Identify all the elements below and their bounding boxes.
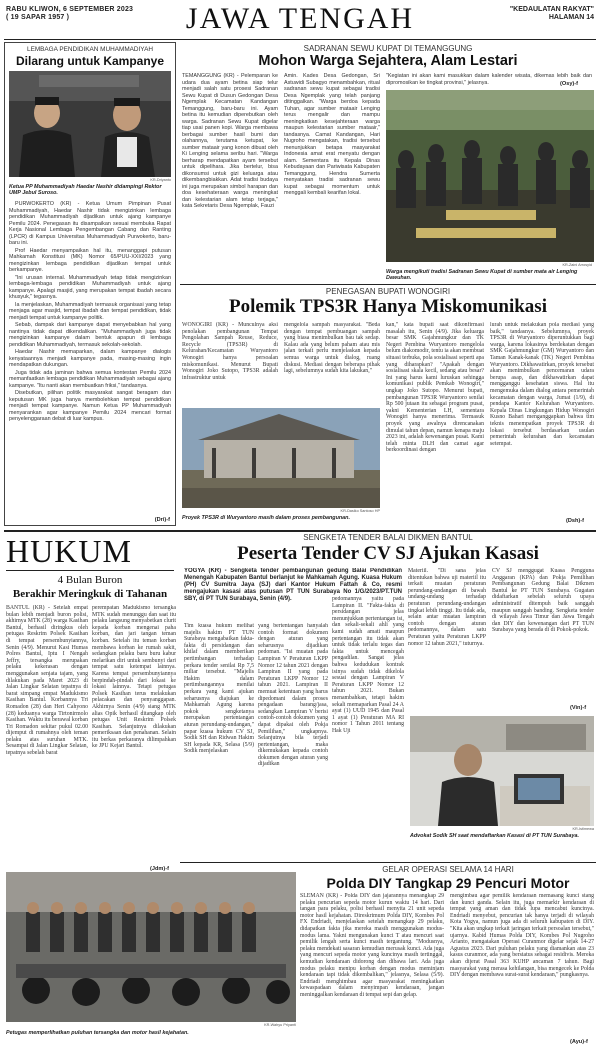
wonogiri-body-col1: WONOGIRI (KR) - Munculnya aksi penolakan pembangunan Tempat Pengolahan Sampah Reuse, Reduce, Recycle (TPS3R) di Kelurahan/Kecamatan Wuryantoro Wonogiri hanya persoalan miskomunikasi. Menurut Bupati Wonogiri Joko Sutopo, TPS3R adalah infrastruktur untuk [182,322,278,381]
muhammadiyah-body [9,201,171,517]
wonogiri-kicker: PENEGASAN BUPATI WONOGIRI [325,287,451,296]
polda-signoff: (Ayu)-f [570,1039,588,1045]
sadranan-caption: Warga mengikuti tradisi Sadranan Sewu Kupat di sumber mata air Lenging Dawuhan. [386,269,578,282]
tender-headline: Peserta Tender CV SJ Ajukan Kasasi [237,543,539,564]
polda-photo-credit: KR-Wahyu Priyanti [264,1023,296,1027]
tender-photo-credit: KR-Istimewa [572,827,594,831]
buron-headline-2: Berakhir Meringkuk di Tahanan [12,588,168,600]
polda-photo-art [6,872,296,1022]
muhammadiyah-paragraph: Juga tidak ada jaminan bahwa semua kontestan Pemilu 2024 memanfaatkan lembaga pendidikan Muhammadiyah sebagai ajang kampanye. "Itu nanti akan membuatkan friksi," tandasnya. [9,369,171,389]
sadranan-body-col2: Amin. Kades Desa Gedongan, Sri Astuwidi Subagyo menambahkan, ritual sadranan sewu kupat sebagai tradisi Desa Ngemplak yang telah panjang ditinggalkan. "Warga berdoa kepada Tuhan, agar sumber mataair Lenging terus mengalir dan mampu meningkatkan kesejahteraan warga maupun kelestarian sumber mataair," tandasnya. Camat Kandangan, Hari Nugroho mengatakan, tradisi tersebut menunjukkan betapa masyarakat Indonesia amat erat menyatu dengan alam. Sementara itu Kepala Dinas Kebudayaan dan Pariwisata Kabupaten Temanggung, Hendra Sumerta menyatakan tradisi sadranan sewu kupat sebagai momentum untuk menggali kembali kearifan lokal. [284,73,380,196]
masthead-paper-name: "KEDAULATAN RAKYAT" [509,6,594,13]
muhammadiyah-kicker: LEMBAGA PENDIDIKAN MUHAMMADIYAH [27,46,153,53]
tender-kicker: SENGKETA TENDER BALAI DIKMEN BANTUL [303,533,473,542]
muhammadiyah-paragraph: Sebab, dampak dari kampanye dapat menyebabkan hal yang nantinya tidak dapat dikendalikan. "Muhammadiyah juga tidak mengizinkan kampanye dalam bentuk apapun di lembaga pendidikan Muhammadiyah, termasuk sekolah-sekolah. [9,322,171,348]
sadranan-body-col1: TEMANGGUNG (KR) - Pelemparan ke udara dua ayam betina siap telur menjadi salah satu prosesi Sadranan Sewu Kupat di Dusun Gedongan Desa Ngemplak Kecamatan Kandangan Temanggung, baru-baru ini. Ayam betina itu kemudian diperebutkan oleh warga. Sadranan Sewu Kupat digelar tiap usai panen kopi. Warga membawa berbagai sumber hasil bumi dan olahannya, terutama ketupat, ke sumber mataair yang konon dibuat oleh Ki Lenging selama seribu hari. "Warga berharap mendapatkan ayam tersebut untuk dipelihara. Jika bertelur, bisa dikonsumsi untuk gizi keluarga atau dikembangbiakkan. Adat tradisi budaya ini juga merupakan simbol harapan dan doa kesehateraan warga meningkat dan kelestarian alam tetap terjaga," kata Sekretaris Desa Ngemplak, Fauzi [182,73,278,209]
buron-body-col1: BANTUL (KR) - Setelah empat bulan lebih menjadi buron polisi, akhirnya MTK (28) warga Kasihan Bantul, berhasil diringkus oleh petugas Reskrim Polsek Kasihan di tempat persembunyiannya, Senin (4/9). Menurut Kasi Humas Polres Bantul, Iptu I Nengah Jeffry, tersangka merupakan pelaku kekerasan dengan menggunakan senjata tajam, yang dilakukan pada Maret 2023 di Jalan Lingkar Selatan tepatnya di barat simpang empat Madukismo Kasihan Bantul. Korbannya Tri Romadon (28) dan Heri Cahyono (28) keduanya warga Tirtonirmolo Kasihan. Waktu itu berawal korban Tri Romadon sekitar pukul 02.00 dijemput di rumahnya oleh teman pelaku atas suruhan MTK. Sesampai di Jalan Lingkar Selatan, tepatnya sebelah barat [6,605,88,757]
wonogiri-signoff: (Dsh)-f [566,518,585,524]
buron-body-col2: perempatan Madukismo tersangka MTK sudah menunggu dan saat itu pelaku langsung menyabetkan clurit kepada korban mengenai paha korban, dan jari tangan teman korban. Setelah itu teman korban membawa korban ke rumah sakit, sedangkan pelaku baru buru kabur melarikan diri untuk sembunyi dari tempat satu ketempat lainnya. Karena tempat persembunyiannya berpindah-pindah dari lokasi ke lokasi lainnya. Tetapi petugas Polsek Kasihan terus melakukan pelacakan dan penyanggapan. Akhirnya Senin (4/9) siang MTK alias Opik berhasil ditangkap oleh petugas Unit Reskrim Polsek Kasihan. Selanjutnya dilakukan pemeriksaan dan penahanan. Selain itu berkas perkaranya dilimpahkan ke JPU Kejari Bantul. [92,605,176,750]
buron-headline-1: 4 Bulan Buron [57,574,123,586]
wonogiri-caption: Proyek TPS3R di Wuryantoro masih dalam proses pembangunan. [182,515,350,521]
tender-photo-art [410,716,594,826]
masthead-paper [460,6,594,21]
masthead-page-number: HALAMAN 14 [548,14,594,21]
muhammadiyah-article [4,42,176,526]
polda-body-col2: mengimbau agar pemilik kendaraan memasang kunci stang dan kunci ganda. Selain itu, juga memarkir kendaraan di tempat yang aman dan tidak lupa mencabut kuncinya. Endriadi menyebut, pencurian tak hanya terjadi di wilayah Kota Yogya, namun juga ada di seluruh kabupaten di DIY. "Kita akan ungkap terkait jaringan terkait persoalan tersebut," ujarnya. Kabid Humas Polda DIY, Kombes Pol Nugroho Arianto, mengatakan Operasi Curanmor digelar sejak 14-27 Agustus 2023. Dari puluhan pelaku yang diamankan atas 23 kasus curanmor, ada yang berstatus sebagai residivis. Mereka akan dijerat Pasal 363 KUHP ancaman 7 tahun. Bagi masyarakat yang merasa kehilangan, bisa mengecek ke Polda DIY dengan membawa surat-surat kendaraan," pungkasnya. [450,893,594,979]
wonogiri-photo-credit: KR-Dasiko Santoso HP [340,509,380,513]
wonogiri-headline: Polemik TPS3R Hanya Miskomunikasi [229,296,547,317]
muhammadiyah-paragraph: Prof Haedar menyampaikan hal itu, menanggapi putusan Mahkamah Konstitusi (MK) Nomor 65/PUU-XXI/2023 yang mengizinkan lembaga pendidikan dijadikan tempat untuk berkampanye. [9,247,171,273]
tender-rule [180,862,596,863]
hukum-section-rule [6,570,174,571]
wonogiri-body-col2: mengelola sampah masyarakat. "Beda dengan tempat pembuangan sampah yang biasa menimbulkan bau tak sedap. Kalau ada yang belum paham atau mis jalan terkait perlu menjelaskan kepada semua warga untuk dialog, ruang diskusi. Mediasi dengan beberapa pihak lagi, sebelumnya sudah kita lakukan," [284,322,380,375]
tender-body-col5: CV SJ menggugat Kuasa Pengguna Anggaran (KPA) dan Pokja Pemilihan Pembangunan Gedung Balai Dikmen Bantul ke PT TUN Surabaya. Gugatan didaftarkan sebelah seluruh upaya administratif ditempuh baik sanggah maupun sanggah banding. Sengketa tender di wilayah Jawa Timur dan Jawa Tengah dan DIY dan kewenangan dari PT TUN Surabaya yang berada di di Pokok-pokok. [492,568,594,634]
tender-body-col3: pedomannya yaitu pada Lampiran II. "Fakta-fakta di persidangan jelas menunjukkan pertentangan isi, dan sekali-sekali ahli yang kami sudah amati maupun pertentangan itu tidak akan untuk tidak terlalu tegas dan fakta untuk mencegah pengadilan. Sangat jelas bahwa kedudukan kontrak isinya sudah tidak dikelola sesuai dengan Lampiran V Peraturan LKPP Nomor 12 tahun 2021. Bukan menambahkan, tetapi hakim sekali memaparkan Pasal 24 A ayat (1) UUD 1945 dan Pasal 1 ayat (1) Peraturan MA RI nomor 1 Tahun 2011 tentang Hak Uji [332,596,404,734]
muhammadiyah-paragraph: PURWOKERTO (KR) - Ketua Umum Pimpinan Pusat Muhammadiyah, Haedar Nashir tidak mengizinkan lembaga pendidikan Muhammadiyah dijadikan untuk ajang kampanye Pemilu 2024. Penegasan itu disampaikan sesuai membuka Rapat Kerja Nasional Lembaga Pengembangan Cabang dan Ranting (LPCR) di Kampus Universitas Muhammadiyah Purwokerto, baru-baru ini. [9,201,171,246]
wonogiri-photo [182,408,380,508]
hukum-section-title: HUKUM [6,533,132,569]
muhammadiyah-photo-art [9,71,171,177]
wonogiri-photo-art [182,408,380,508]
muhammadiyah-paragraph: "Ini urusan internal. Muhammadiyah tetap tidak mengizinkan lembaga-lembaga pendidikan Muhammadiyah untuk ajang kampanye. Apalagi masjid, yang merupakan tempat ibadah secara khusyuk," tegasnya. [9,274,171,300]
sadranan-photo [386,90,594,262]
tender-lead: YOGYA (KR) - Sengketa tender pembangunan gedung Balai Pendidikan Menengah Kabupaten Bantul berlanjut ke Mahkamah Agung. Kuasa Hukum (PH) CV Sumitra Jaya (SJ) dari Kantor Hukum Fattah & Co, resmi mengajukan kasasi atas putusan PT TUN Surabaya No 1/G/2023/PT.TUN SBY, di PT TUN Surabaya, Senin (4/9). [184,568,402,602]
masthead-hijri-line: ( 19 SAPAR 1957 ) [6,14,70,21]
polda-kicker: GELAR OPERASI SELAMA 14 HARI [382,865,514,874]
tender-body-col2: yang bertentangan hanyalah contoh format dokumen dengan aturan yang seharusnya dijadikan pedoman. "Isi muatan pada Lampiran V Peraturan LKPP Nomor 12 tahun 2021 dengan Lampiran II yang pada Peraturan LKPP Nomor 12 tahun 2021. Lampiran II memuat ketentuan yang harus dipedomani dalam proses pengadaan barang/jasa, sedangkan Lampiran V berisi contoh-contoh dokumen yang dapat dipakai oleh Pokja Pemilihan," ungkapnya. Selanjutnya bila terjadi pertentangan, maka dikemukakan kepada contoh dokumen dengan aturan yang dijadikan [258,623,328,768]
tender-body-col1: Tim kuasa hukum melihat majelis hakim PT TUN Surabaya mengabaikan fakta-fakta di persidangan dan khilaf dalam memberikan pertimbangan terhadap perkara tender senilai Rp 7,5 miliar tersebut. "Majelis Hakim dalam pertimbangannya menilai perkara yang kami ajukan seharusnya diajukan ke Mahkamah Agung karena pokok sengketanya merupakan pertentangan aturan perundang-undangan," papar kuasa hukum CV SJ, Sodik SH dan Ridwan Hakim SH kepada KR, Selasa (5/9) Sodik menjelaskan [184,623,254,755]
muhammadiyah-photo [9,71,171,177]
polda-caption: Petugas memperlihatkan puluhan tersangka dan motor hasil kejahatan. [6,1030,189,1036]
sadranan-photo-art [386,90,594,262]
muhammadiyah-caption: Ketua PP Muhammadiyah Haedar Nashir didampingi Rektor UMP Jebul Suroso. [9,184,162,197]
sadranan-photo-credit: KR-Zaini Arrosyid [562,263,592,267]
masthead-date [6,6,156,21]
muhammadiyah-paragraph: Disebutkan, pilihan politik masyarakat sangat beragam dan keputusan MK juga hanya membolehkan tempat pendidikan menjadi tempat kampanye. Namun Ketua PP Muhammadiyah menyarankan agar kampanye Pemilu 2024 mencari format penyelenggaraan debat di luar kampus. [9,390,171,422]
tender-signoff: (Vin)-f [570,705,587,711]
masthead-rule [4,39,596,40]
sadranan-headline: Mohon Warga Sejahtera, Alam Lestari [258,53,518,69]
tender-caption: Advokat Sodik SH saat mendaftarkan Kasasi di PT TUN Surabaya. [410,833,579,839]
masthead-date-line: RABU KLIWON, 6 SEPTEMBER 2023 [6,6,134,13]
muhammadiyah-headline: Dilarang untuk Kampanye [15,54,165,68]
polda-headline: Polda DIY Tangkap 29 Pencuri Motor [326,875,570,891]
muhammadiyah-paragraph: Haedar Nashir memaparkan, dalam kampanye dialogis kenyataannya menjadi kampanye pada, masing-masing ingin mendapatkan dukungan. [9,349,171,368]
sadranan-signoff: (Osy)-f [560,81,579,87]
wonogiri-body-col3: kan," kata bupati saat dikonfirmasi masalah itu, Senin (4/9). Jika keluarga besar SMK Gajahmungkur dan TK Negeri Pembina Wuryantoro mengelola belum diakomodir, tentu ia akan membuat situasi terbuka, pola sosialisasi seperti apa yang diharapkan? "Apakah dengan sosialisasi skala kecil, sedang atau besar? Ini yang harus kami luruskan sehingga komunikasi publik Pemkab Wonogiri," ungkap Joko Sutopo. Menurut bupati, pembangunan TPS3R Wuryantoro senilai Rp 500 jutaan itu sebagai program pusat, yakni Kementerian LH, sementara Wonogiri hanya menerima. Termasuk proyek yang awalnya direncanakan dimulai tahun depan, namun kenapa maju 2023 ini, adalah kewenangan pusat. Kami telah minta DLH dan camat agar berkoordinasi dengan [386,322,484,454]
sadranan-body-col3: "Kegiatan ini akan kami masukkan dalam kalender wisata, dikemas lebih baik dan dipromosikan ke tingkat provinsi," jelasnya. [386,73,592,86]
polda-body-col1: SLEMAN (KR) - Polda DIY dan jajarannya menangkap 29 pelaku pencurian sepeda motor kurun waktu 14 hari. Dari tangan para pelaku, polisi berhasil menyita 21 unit sepeda motor hasil kejahatan. Direskrimum Polda DIY, Kombes Pol FX Endriadi, menjelaskan setelah menangkap 29 pelaku, didapatkan fakta jika mereka masih menggunakan modus-modus lama. Yakni mengunakan kunci T atau mencuri saat pemilik lengah serta kunci masih tergantung. "Modusnya, pelaku mendekati sasaran kemudian merusak kunci. Ada juga yang mencuri sepeda motor yang kuncinya masih tertinggal, kemudian kendaraan didorong dan dibawa lari. Ada juga modus pelaku menipu korban dengan modus meminjam kendaraan tapi tidak dikembalikan," jelasnya, Selasa (5/9). Endriadi menghimbau agar masyarakat meningkatkan kewaspadaan dalam menyimpan kendaraan, jangan meninggalkan kendaraan di tempat sepi dan gelap. [300,893,444,998]
sadranan-kicker: SADRANAN SEWU KUPAT DI TEMANGGUNG [303,44,473,53]
section-divider [4,530,596,532]
masthead-title: JAWA TENGAH [185,2,415,35]
muhammadiyah-paragraph: Ia menjelaskan, Muhammadiyah termasuk organisasi yang tetap menjaga agar masjid, tempat ibadah dan tempat pendidikan, tidak menjadi tempat untuk kampanye politik. [9,301,171,321]
buron-signoff: (Jdm)-f [150,866,169,872]
tender-body-col4: Materiil. "Di sana jelas ditentukan bahwa uji materiil itu terkait muatan peraturan perundang-undangan di bawah undang-undang terhadap peraturan perundang-undangan tingkat lebih tinggi. Itu tidak ada, selain antar muatan lampiran contoh dengan aturan pedomannya, dalam satu Peraturan yaitu Peraturan LKPP nomor 12 tahun 2021," tuturnya. [408,568,486,647]
muhammadiyah-signoff: (Dri)-f [154,517,170,523]
muhammadiyah-photo-credit: KR-Driyanto [150,178,171,182]
wonogiri-body-col4: lurah untuk melakukan pola mediasi yang baik," tandasnya. Sebelumnya, proyek TPS3R di Wuryantoro diperuntukkan bagi warga, karena lokasinya berdekatan dengan SMK Gajahmungkur (GM) Wuryantoro dan Taman Kanak-kanak (TK) Negeri Pembina Wuryantoro. Dikhawatirkan, proyek tersebut akan menimbulkan pencemaran udara berupa asap, dan dikhawatirkan dapat mengganggu kesehatan siswa. Hal itu mengemuka dalam dialog antara pemerintah kecamatan dengan warga, Jumat (1/9), di pendapa Kantor Kelurahan Wuryantoro. Kepala Dinas Lingkungan Hidup Wonogiri Kusno Bahari menganggapkan bahwa tim teknis menempatkan proyek TPS3R di lokasi tersebut berdasarkan usulan pemerintah kelurahan dan kecamatan setempat. [490,322,594,447]
sadranan-rule [180,284,596,285]
tender-photo [410,716,594,826]
polda-photo [6,872,296,1022]
